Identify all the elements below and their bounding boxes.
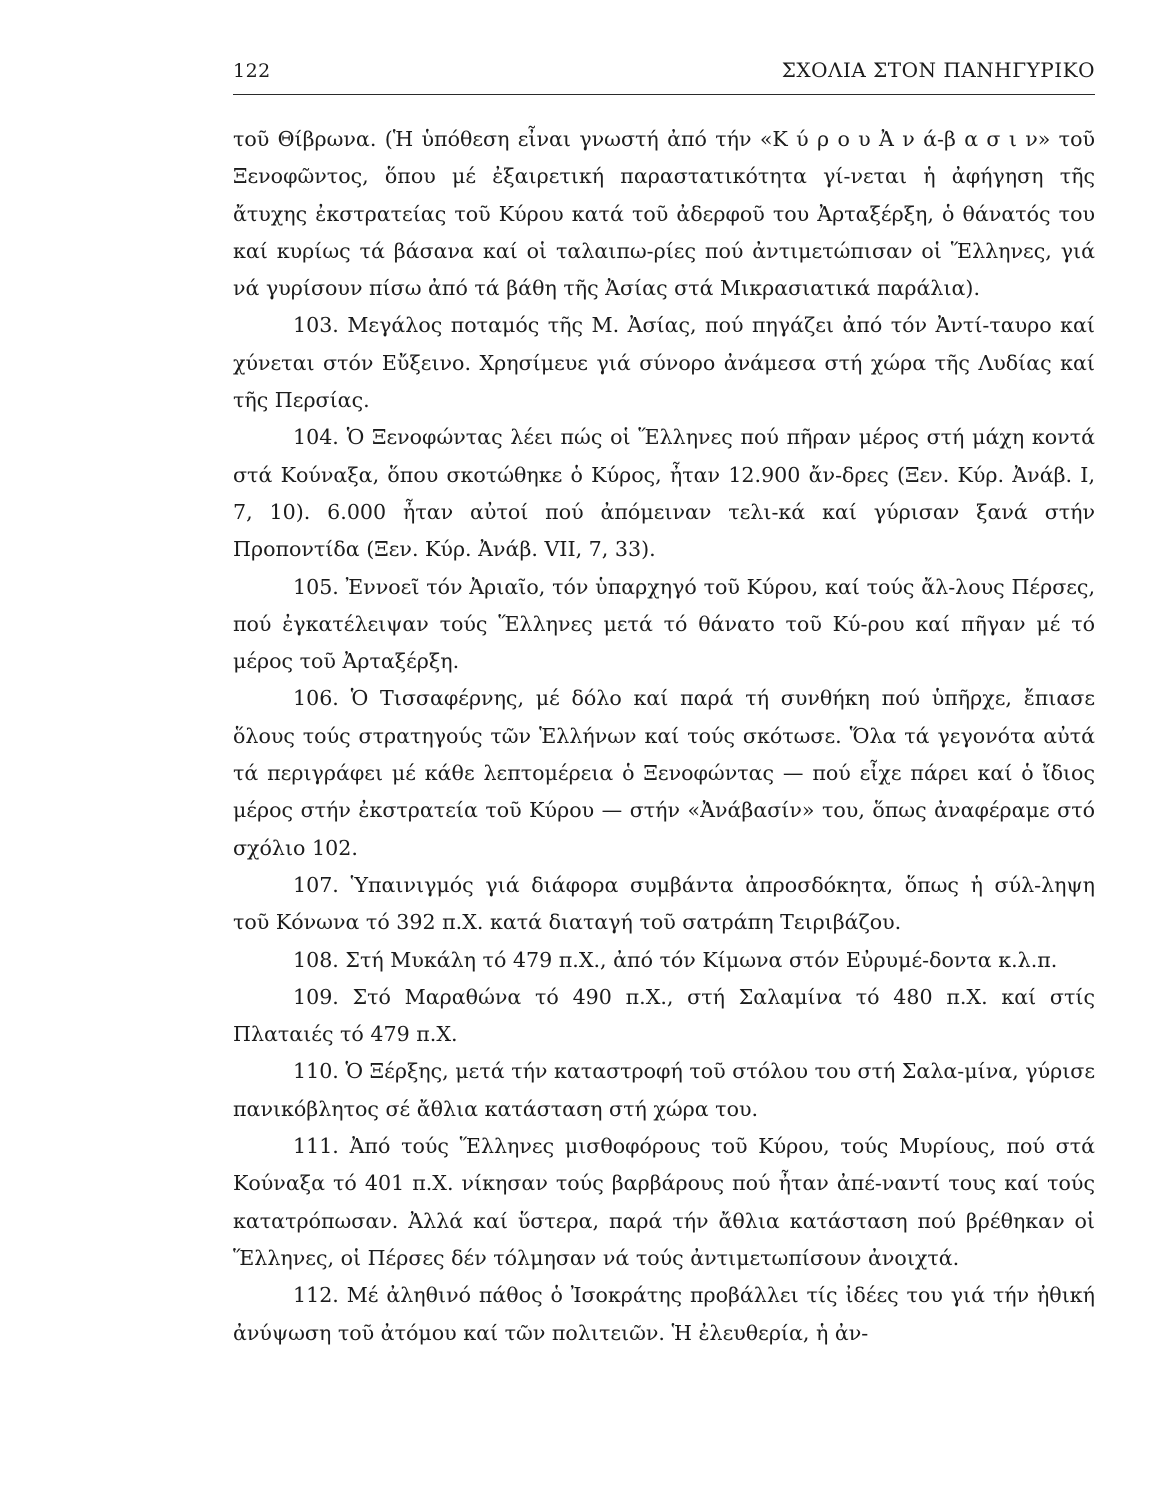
page-number: 122 [233,60,271,82]
note-109: 109. Στό Μαραθώνα τό 490 π.Χ., στή Σαλαμίνα τό 480 π.Χ. καί στίς Πλαταιές τό 479 π.Χ. [233,984,1095,1047]
note-104: 104. Ὁ Ξενοφώντας λέει πώς οἱ Ἕλληνες πού πῆραν μέρος στή μάχη κοντά στά Κούναξα, ὅπου σκοτώθηκε ὁ Κύρος, ἦταν 12.900 ἄν-δρες (Ξεν. Κύρ. Ἀνάβ. Ι, 7, 10). 6.000 ἦταν αὐτοί πού ἀπόμειναν τελι-κά καί γύρισαν ξανά στήν Προποντίδα (Ξεν. Κύρ. Ἀνάβ. VII, 7, 33). [233,425,1095,562]
running-head [233,58,1095,92]
book-page [233,58,1095,1352]
note-112: 112. Μέ ἀληθινό πάθος ὁ Ἰσοκράτης προβάλλει τίς ἰδέες του γιά τήν ἠθική ἀνύψωση τοῦ ἀτόμου καί τῶν πολιτειῶν. Ἡ ἐλευθερία, ἡ ἀν- [233,1283,1095,1345]
note-111: 111. Ἀπό τούς Ἕλληνες μισθοφόρους τοῦ Κύρου, τούς Μυρίους, πού στά Κούναξα τό 401 π.Χ. νίκησαν τούς βαρβάρους πού ἦταν ἀπέ-ναντί τους καί τούς κατατρόπωσαν. Ἀλλά καί ὕστερα, παρά τήν ἄθλια κατάσταση πού βρέθηκαν οἱ Ἕλληνες, οἱ Πέρσες δέν τόλμησαν νά τούς ἀντιμετωπίσουν ἀνοιχτά. [233,1134,1095,1270]
note-107: 107. Ὑπαινιγμός γιά διάφορα συμβάντα ἀπροσδόκητα, ὅπως ἡ σύλ-ληψη τοῦ Κόνωνα τό 392 π.Χ. κατά διαταγή τοῦ σατράπη Τειριβάζου. [233,872,1095,935]
running-title: ΣΧΟΛΙΑ ΣΤΟΝ ΠΑΝΗΓΥΡΙΚΟ [781,58,1095,82]
note-103: 103. Μεγάλος ποταμός τῆς Μ. Ἀσίας, πού πηγάζει ἀπό τόν Ἀντί-ταυρο καί χύνεται στόν Εὔξεινο. Χρησίμευε γιά σύνορο ἀνάμεσα στή χώρα τῆς Λυδίας καί τῆς Περσίας. [233,313,1095,413]
note-108: 108. Στή Μυκάλη τό 479 π.Χ., ἀπό τόν Κίμωνα στόν Εὐρυμέ-δοντα κ.λ.π. [293,947,1058,972]
note-106: 106. Ὁ Τισσαφέρνης, μέ δόλο καί παρά τή συνθήκη πού ὑπῆρχε, ἔπιασε ὅλους τούς στρατηγούς τῶν Ἑλλήνων καί τούς σκότωσε. Ὅλα τά γεγονότα αὐτά τά περιγράφει μέ κάθε λεπτομέρεια ὁ Ξενοφώντας — πού εἶχε πάρει καί ὁ ἴδιος μέρος στήν ἐκστρατεία τοῦ Κύρου — στήν «Ἀνάβασίν» του, ὅπως ἀναφέραμε στό σχόλιο 102. [233,686,1095,860]
note-110: 110. Ὁ Ξέρξης, μετά τήν καταστροφή τοῦ στόλου του στή Σαλα-μίνα, γύρισε πανικόβλητος σέ ἄθλια κατάσταση στή χώρα του. [233,1059,1095,1121]
body-text [233,121,1095,1352]
note-105: 105. Ἐννοεῖ τόν Ἀριαῖο, τόν ὑπαρχηγό τοῦ Κύρου, καί τούς ἄλ-λους Πέρσες, πού ἐγκατέλειψαν τούς Ἕλληνες μετά τό θάνατο τοῦ Κύ-ρου καί πῆγαν μέ τό μέρος τοῦ Ἀρταξέρξη. [233,574,1095,674]
paragraph-continuation: τοῦ Θίβρωνα. (Ἡ ὑπόθεση εἶναι γνωστή ἀπό τήν «Κ ύ ρ ο υ Ἀ ν ά-β α σ ι ν» τοῦ Ξενοφῶντος, ὅπου μέ ἐξαιρετική παραστατικότητα γί-νεται ἡ ἀφήγηση τῆς ἄτυχης ἐκστρατείας τοῦ Κύρου κατά τοῦ ἀδερφοῦ του Ἀρταξέρξη, ὁ θάνατός του καί κυρίως τά βάσανα καί οἱ ταλαιπω-ρίες πού ἀντιμετώπισαν οἱ Ἕλληνες, γιά νά γυρίσουν πίσω ἀπό τά βάθη τῆς Ἀσίας στά Μικρασιατικά παράλια). [233,127,1095,301]
header-rule [233,94,1095,95]
